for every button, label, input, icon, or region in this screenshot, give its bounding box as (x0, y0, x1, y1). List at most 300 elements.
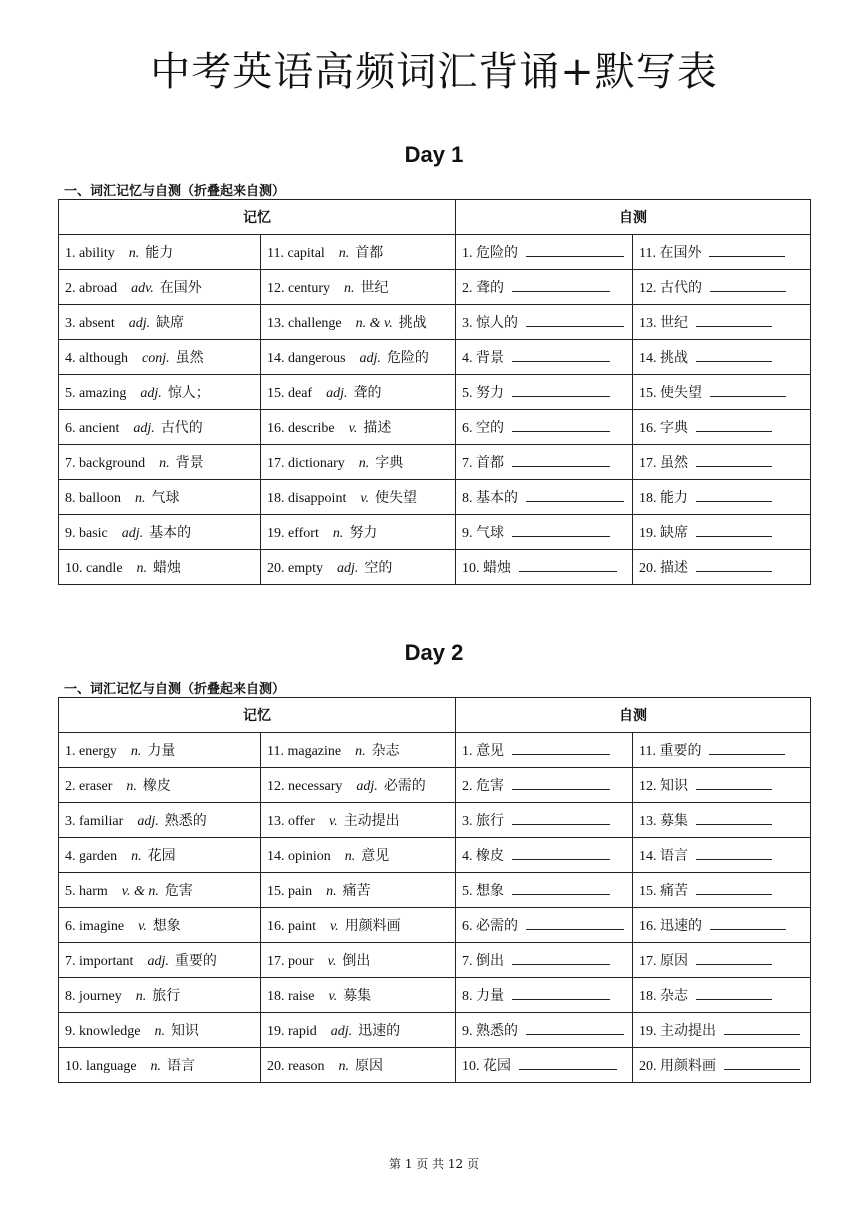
vocab-entry (261, 873, 456, 908)
test-item (633, 550, 811, 585)
test-prompt: 5. 想象 (462, 884, 504, 899)
entry-pos: conj. (142, 351, 170, 366)
entry-number: 19. (267, 1024, 285, 1039)
test-prompt: 8. 力量 (462, 989, 504, 1004)
entry-number: 4. (65, 351, 76, 366)
entry-meaning: 空的 (364, 561, 393, 576)
answer-blank[interactable] (696, 314, 772, 327)
vocab-entry (261, 978, 456, 1013)
vocab-entry (261, 235, 456, 270)
table-row (59, 838, 811, 873)
entry-meaning: 危险的 (386, 351, 429, 366)
entry-number: 2. (65, 779, 76, 794)
entry-pos: adj. (128, 316, 151, 331)
test-prompt: 19. 主动提出 (639, 1024, 716, 1039)
entry-number: 17. (267, 456, 285, 471)
entry-word: century (288, 281, 330, 296)
entry-meaning: 迅速的 (358, 1024, 401, 1039)
answer-blank[interactable] (696, 777, 772, 790)
test-item (456, 978, 633, 1013)
test-prompt: 14. 挑战 (639, 351, 688, 366)
entry-pos: adj. (356, 779, 378, 794)
day-1-vocab-table (58, 199, 811, 585)
answer-blank[interactable] (512, 384, 610, 397)
entry-meaning: 聋的 (353, 386, 382, 401)
entry-number: 9. (65, 526, 76, 541)
entry-number: 15. (267, 884, 285, 899)
entry-number: 14. (267, 351, 285, 366)
entry-number: 19. (267, 526, 285, 541)
answer-blank[interactable] (512, 279, 610, 292)
entry-pos: n. (131, 849, 142, 864)
answer-blank[interactable] (512, 847, 610, 860)
answer-blank[interactable] (696, 454, 772, 467)
entry-word: capital (287, 246, 325, 261)
test-prompt: 19. 缺席 (639, 526, 688, 541)
entry-word: opinion (288, 849, 331, 864)
entry-pos: adj. (121, 526, 144, 541)
vocab-entry (261, 375, 456, 410)
entry-word: pour (288, 954, 314, 969)
entry-word: absent (79, 316, 115, 331)
table-row (59, 235, 811, 270)
answer-blank[interactable] (696, 952, 772, 965)
entry-pos: adv. (131, 281, 154, 296)
vocab-entry (59, 1013, 261, 1048)
vocab-entry (59, 375, 261, 410)
entry-number: 5. (65, 884, 76, 899)
entry-pos: v. (330, 919, 339, 934)
test-item (633, 873, 811, 908)
entry-pos: adj. (147, 954, 169, 969)
entry-word: pain (288, 884, 313, 899)
test-item (633, 515, 811, 550)
entry-word: effort (288, 526, 319, 541)
test-prompt: 10. 花园 (462, 1059, 511, 1074)
entry-meaning: 痛苦 (342, 884, 371, 899)
entry-pos: n. (338, 246, 350, 261)
answer-blank[interactable] (696, 559, 772, 572)
entry-number: 8. (65, 989, 76, 1004)
test-item (633, 410, 811, 445)
answer-blank[interactable] (526, 917, 624, 930)
test-item (456, 733, 633, 768)
answer-blank[interactable] (696, 349, 772, 362)
entry-number: 20. (267, 1059, 285, 1074)
entry-number: 7. (65, 456, 76, 471)
entry-word: paint (288, 919, 316, 934)
answer-blank[interactable] (696, 524, 772, 537)
test-prompt: 5. 努力 (462, 386, 504, 401)
answer-blank[interactable] (512, 454, 610, 467)
table-row (59, 943, 811, 978)
entry-meaning: 原因 (355, 1059, 384, 1074)
entry-meaning: 语言 (167, 1059, 196, 1074)
test-item (633, 943, 811, 978)
entry-word: reason (288, 1059, 325, 1074)
table-row (59, 550, 811, 585)
test-item (456, 873, 633, 908)
test-prompt: 17. 原因 (639, 954, 688, 969)
entry-meaning: 用颜料画 (344, 919, 401, 934)
test-prompt: 12. 古代的 (639, 281, 702, 296)
vocab-entry (261, 943, 456, 978)
entry-number: 18. (267, 491, 285, 506)
test-item (456, 270, 633, 305)
test-prompt: 2. 聋的 (462, 281, 504, 296)
entry-number: 9. (65, 1024, 76, 1039)
answer-blank[interactable] (512, 742, 610, 755)
entry-word: basic (79, 526, 108, 541)
vocab-entry (261, 803, 456, 838)
test-prompt: 18. 能力 (639, 491, 688, 506)
entry-word: empty (288, 561, 323, 576)
vocab-entry (59, 873, 261, 908)
vocab-entry (261, 1048, 456, 1083)
answer-blank[interactable] (512, 777, 610, 790)
test-prompt: 16. 迅速的 (639, 919, 702, 934)
test-prompt: 9. 气球 (462, 526, 504, 541)
entry-word: necessary (288, 779, 343, 794)
day-2-vocab-table (58, 697, 811, 1083)
vocab-entry (261, 305, 456, 340)
table-row (59, 445, 811, 480)
entry-word: magazine (287, 744, 342, 759)
entry-number: 15. (267, 386, 285, 401)
table-row (59, 340, 811, 375)
entry-word: abroad (79, 281, 118, 296)
entry-meaning: 杂志 (371, 744, 400, 759)
entry-pos: adj. (337, 561, 359, 576)
vocab-entry (59, 838, 261, 873)
entry-word: harm (79, 884, 108, 899)
entry-pos: n. (126, 779, 137, 794)
test-item (633, 270, 811, 305)
answer-blank[interactable] (519, 559, 617, 572)
entry-meaning: 想象 (152, 919, 181, 934)
entry-pos: adj. (140, 386, 162, 401)
entry-word: rapid (288, 1024, 317, 1039)
entry-number: 11. (267, 246, 284, 261)
test-prompt: 17. 虽然 (639, 456, 688, 471)
answer-blank[interactable] (512, 524, 610, 537)
day-1-section-label: 一、词汇记忆与自测（折叠起来自测） (64, 184, 286, 199)
test-item (633, 908, 811, 943)
vocab-entry (59, 305, 261, 340)
entry-number: 13. (267, 316, 285, 331)
entry-pos: n. (130, 744, 142, 759)
memory-column-header: 记忆 (59, 200, 456, 235)
entry-number: 7. (65, 954, 76, 969)
answer-blank[interactable] (512, 419, 610, 432)
entry-pos: n. (332, 526, 344, 541)
table-row (59, 375, 811, 410)
entry-number: 10. (65, 561, 83, 576)
vocab-entry (59, 803, 261, 838)
page-footer: 第 1 页 共 12 页 (389, 1157, 479, 1171)
answer-blank[interactable] (512, 987, 610, 1000)
entry-pos: v. (327, 954, 337, 969)
test-prompt: 13. 世纪 (639, 316, 688, 331)
test-prompt: 14. 语言 (639, 849, 688, 864)
entry-meaning: 熟悉的 (164, 814, 207, 829)
entry-meaning: 古代的 (160, 421, 203, 436)
test-item (633, 838, 811, 873)
vocab-entry (59, 480, 261, 515)
entry-meaning: 必需的 (383, 779, 426, 794)
entry-pos: n. (135, 989, 147, 1004)
test-prompt: 20. 用颜料画 (639, 1059, 716, 1074)
answer-blank[interactable] (519, 1057, 617, 1070)
entry-word: offer (288, 814, 315, 829)
entry-number: 5. (65, 386, 76, 401)
answer-blank[interactable] (696, 987, 772, 1000)
test-prompt: 13. 募集 (639, 814, 688, 829)
vocab-entry (59, 340, 261, 375)
entry-meaning: 危害 (164, 884, 193, 899)
answer-blank[interactable] (724, 1057, 800, 1070)
test-item (633, 235, 811, 270)
answer-blank[interactable] (710, 384, 786, 397)
entry-word: candle (86, 561, 123, 576)
vocab-entry (261, 515, 456, 550)
test-prompt: 4. 背景 (462, 351, 504, 366)
entry-pos: v. (348, 421, 358, 436)
entry-number: 13. (267, 814, 285, 829)
test-item (633, 305, 811, 340)
entry-meaning: 在国外 (159, 281, 202, 296)
vocab-entry (261, 445, 456, 480)
entry-number: 20. (267, 561, 285, 576)
table-row (59, 803, 811, 838)
test-prompt: 11. 在国外 (639, 246, 702, 261)
test-item (633, 768, 811, 803)
vocab-entry (59, 978, 261, 1013)
entry-meaning: 募集 (343, 989, 372, 1004)
test-item (633, 445, 811, 480)
entry-word: language (86, 1059, 137, 1074)
test-item (456, 375, 633, 410)
table-row (59, 410, 811, 445)
entry-word: ancient (79, 421, 120, 436)
entry-pos: n. (136, 561, 148, 576)
vocab-entry (59, 515, 261, 550)
entry-pos: n. (358, 456, 370, 471)
entry-meaning: 蜡烛 (153, 561, 182, 576)
entry-number: 16. (267, 421, 285, 436)
entry-word: background (79, 456, 146, 471)
vocab-entry (59, 235, 261, 270)
vocab-entry (59, 550, 261, 585)
test-item (633, 1013, 811, 1048)
entry-meaning: 虽然 (175, 351, 204, 366)
entry-meaning: 努力 (349, 526, 378, 541)
test-prompt: 1. 危险的 (462, 246, 518, 261)
entry-meaning: 缺席 (156, 316, 185, 331)
test-prompt: 11. 重要的 (639, 744, 702, 759)
vocab-entry (261, 550, 456, 585)
table-row (59, 733, 811, 768)
vocab-entry (59, 733, 261, 768)
answer-blank[interactable] (710, 279, 786, 292)
entry-word: deaf (288, 386, 313, 401)
entry-meaning: 知识 (170, 1024, 199, 1039)
test-item (456, 550, 633, 585)
table-row (59, 305, 811, 340)
answer-blank[interactable] (696, 419, 772, 432)
entry-word: energy (79, 744, 117, 759)
test-item (456, 305, 633, 340)
entry-word: journey (79, 989, 122, 1004)
entry-meaning: 旅行 (152, 989, 181, 1004)
entry-pos: v. & n. (121, 884, 159, 899)
test-prompt: 3. 旅行 (462, 814, 504, 829)
entry-word: although (79, 351, 128, 366)
vocab-entry (59, 1048, 261, 1083)
test-prompt: 7. 倒出 (462, 954, 504, 969)
answer-blank[interactable] (696, 847, 772, 860)
answer-blank[interactable] (526, 314, 624, 327)
entry-word: familiar (79, 814, 124, 829)
test-item (456, 1013, 633, 1048)
test-item (456, 340, 633, 375)
entry-number: 2. (65, 281, 76, 296)
entry-pos: adj. (137, 814, 159, 829)
test-prompt: 10. 蜡烛 (462, 561, 511, 576)
answer-blank[interactable] (696, 489, 772, 502)
vocab-entry (261, 340, 456, 375)
vocab-entry (261, 733, 456, 768)
vocab-entry (59, 908, 261, 943)
entry-pos: v. (328, 814, 338, 829)
answer-blank[interactable] (526, 244, 624, 257)
entry-meaning: 力量 (147, 744, 176, 759)
entry-word: disappoint (288, 491, 347, 506)
test-item (633, 803, 811, 838)
entry-meaning: 描述 (363, 421, 392, 436)
test-item (456, 943, 633, 978)
entry-number: 6. (65, 919, 76, 934)
test-item (456, 838, 633, 873)
entry-pos: n. (135, 491, 146, 506)
test-item (633, 480, 811, 515)
test-prompt: 6. 必需的 (462, 919, 518, 934)
entry-number: 3. (65, 814, 76, 829)
test-item (456, 445, 633, 480)
entry-meaning: 橡皮 (142, 779, 171, 794)
entry-number: 3. (65, 316, 76, 331)
answer-blank[interactable] (526, 489, 624, 502)
day-2-heading: Day 2 (404, 640, 464, 665)
test-prompt: 1. 意见 (462, 744, 504, 759)
answer-blank[interactable] (512, 812, 610, 825)
test-prompt: 18. 杂志 (639, 989, 688, 1004)
entry-pos: adj. (330, 1024, 353, 1039)
entry-number: 10. (65, 1059, 83, 1074)
test-item (633, 375, 811, 410)
entry-word: important (79, 954, 134, 969)
vocab-entry (59, 768, 261, 803)
entry-number: 16. (267, 919, 285, 934)
table-row (59, 515, 811, 550)
entry-meaning: 重要的 (174, 954, 217, 969)
test-column-header: 自测 (456, 698, 811, 733)
entry-pos: n. (154, 1024, 165, 1039)
test-prompt: 16. 字典 (639, 421, 688, 436)
entry-word: amazing (79, 386, 127, 401)
entry-word: dangerous (288, 351, 346, 366)
test-item (633, 978, 811, 1013)
answer-blank[interactable] (709, 244, 785, 257)
vocab-entry (261, 768, 456, 803)
test-column-header: 自测 (456, 200, 811, 235)
entry-meaning: 基本的 (149, 526, 192, 541)
vocab-entry (261, 1013, 456, 1048)
entry-meaning: 意见 (361, 849, 390, 864)
entry-word: knowledge (79, 1024, 141, 1039)
vocab-entry (261, 838, 456, 873)
answer-blank[interactable] (526, 1022, 624, 1035)
table-row (59, 270, 811, 305)
answer-blank[interactable] (696, 882, 772, 895)
vocab-entry (59, 943, 261, 978)
test-prompt: 4. 橡皮 (462, 849, 504, 864)
answer-blank[interactable] (512, 882, 610, 895)
table-row (59, 480, 811, 515)
entry-meaning: 挑战 (398, 316, 427, 331)
test-prompt: 2. 危害 (462, 779, 504, 794)
test-item (456, 803, 633, 838)
entry-pos: v. (328, 989, 338, 1004)
entry-meaning: 气球 (151, 491, 180, 506)
table-row (59, 908, 811, 943)
entry-meaning: 惊人； (167, 386, 210, 401)
answer-blank[interactable] (512, 952, 610, 965)
entry-word: challenge (288, 316, 342, 331)
test-prompt: 6. 空的 (462, 421, 504, 436)
entry-pos: n. & v. (355, 316, 393, 331)
test-item (633, 340, 811, 375)
entry-number: 8. (65, 491, 76, 506)
page-title: 中考英语高频词汇背诵+默写表 (150, 49, 718, 95)
memory-column-header: 记忆 (59, 698, 456, 733)
table-row (59, 1013, 811, 1048)
entry-number: 14. (267, 849, 285, 864)
answer-blank[interactable] (724, 1022, 800, 1035)
entry-pos: n. (150, 1059, 162, 1074)
answer-blank[interactable] (710, 917, 786, 930)
vocab-entry (59, 410, 261, 445)
entry-word: garden (79, 849, 118, 864)
answer-blank[interactable] (709, 742, 785, 755)
test-item (456, 768, 633, 803)
entry-word: eraser (79, 779, 113, 794)
entry-meaning: 倒出 (342, 954, 371, 969)
entry-pos: v. (138, 919, 147, 934)
test-prompt: 8. 基本的 (462, 491, 518, 506)
test-item (456, 1048, 633, 1083)
vocab-entry (261, 480, 456, 515)
entry-number: 18. (267, 989, 285, 1004)
test-item (456, 410, 633, 445)
answer-blank[interactable] (696, 812, 772, 825)
test-prompt: 20. 描述 (639, 561, 688, 576)
entry-meaning: 主动提出 (343, 814, 400, 829)
answer-blank[interactable] (512, 349, 610, 362)
entry-pos: n. (355, 744, 366, 759)
entry-number: 12. (267, 281, 285, 296)
test-prompt: 15. 使失望 (639, 386, 702, 401)
